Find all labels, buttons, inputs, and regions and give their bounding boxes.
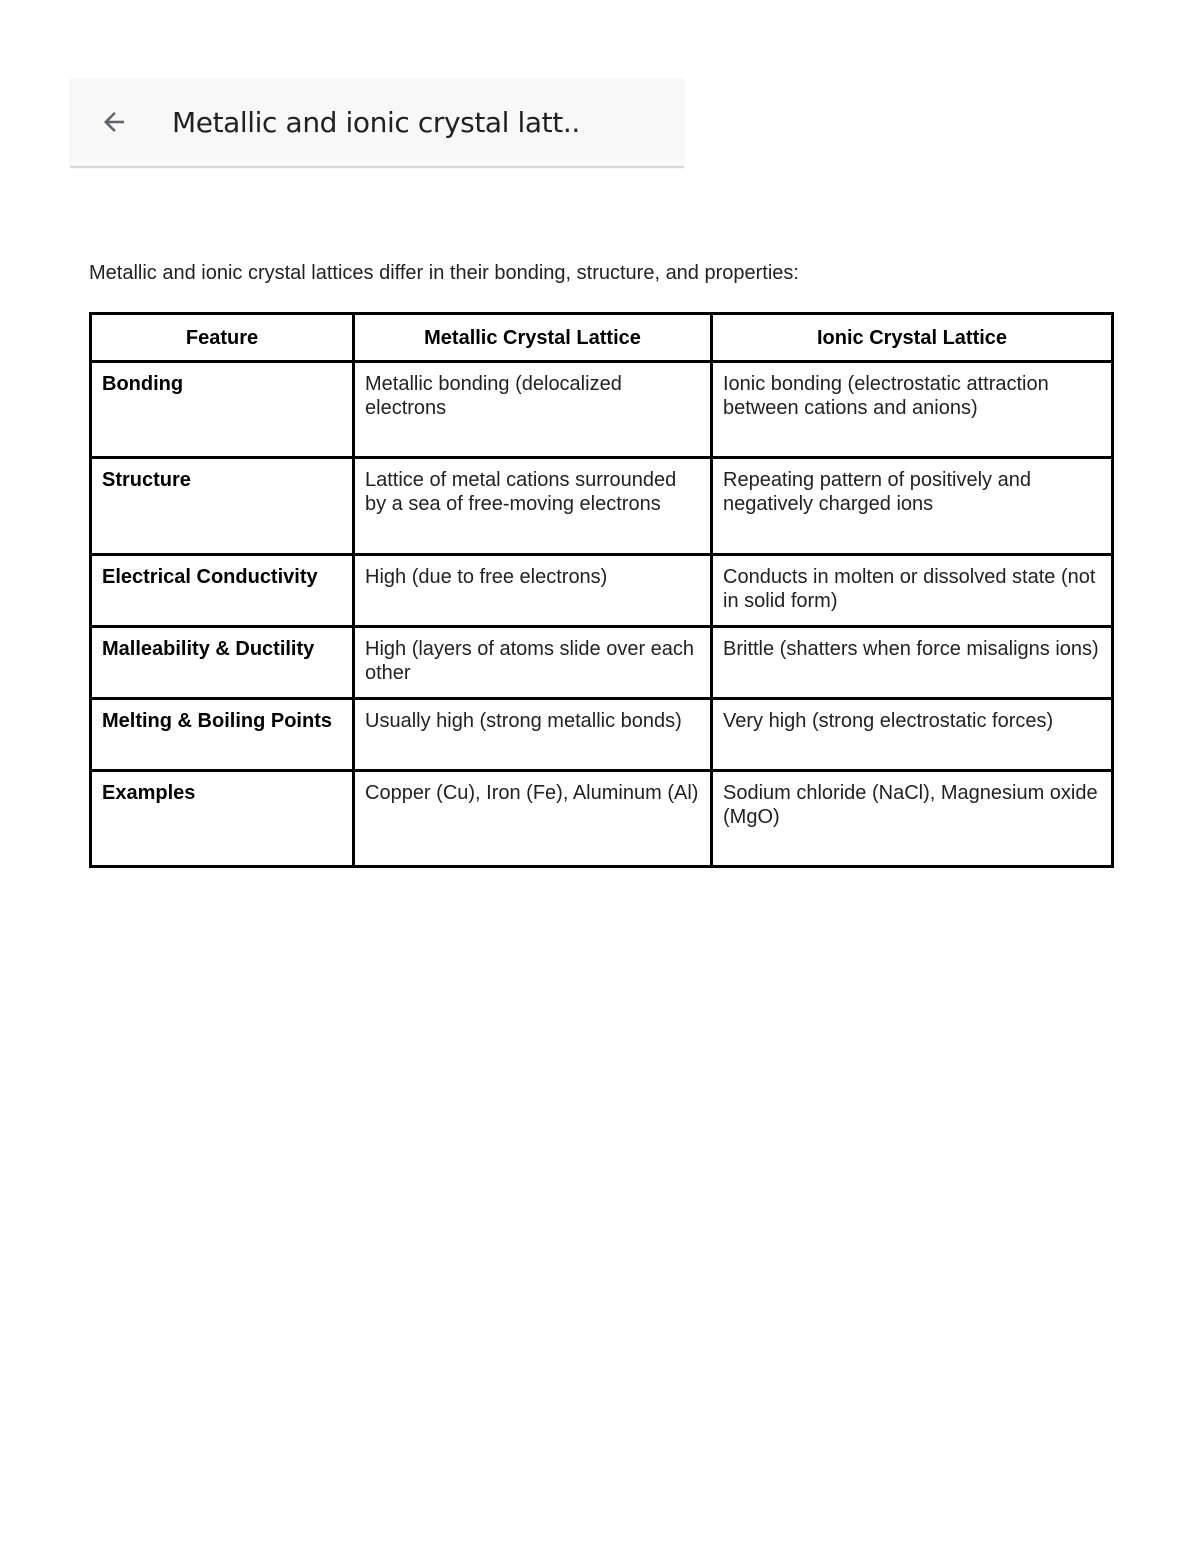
table-row [91, 362, 1113, 458]
back-button[interactable] [84, 92, 144, 152]
feature-cell: Melting & Boiling Points [91, 699, 354, 771]
column-header: Ionic Crystal Lattice [712, 314, 1113, 362]
comparison-table [89, 312, 1114, 868]
feature-cell: Examples [91, 771, 354, 867]
metallic-cell: Lattice of metal cations surrounded by a sea of free-moving electrons [354, 458, 712, 555]
feature-cell: Electrical Conductivity [91, 555, 354, 627]
metallic-cell: High (layers of atoms slide over each other [354, 627, 712, 699]
table-header-row [91, 314, 1113, 362]
ionic-cell: Conducts in molten or dissolved state (not in solid form) [712, 555, 1113, 627]
metallic-cell: Metallic bonding (delocalized electrons [354, 362, 712, 458]
arrow-left-icon [99, 107, 129, 137]
ionic-cell: Brittle (shatters when force misaligns ions) [712, 627, 1113, 699]
ionic-cell: Ionic bonding (electrostatic attraction between cations and anions) [712, 362, 1113, 458]
feature-cell: Structure [91, 458, 354, 555]
metallic-cell: Usually high (strong metallic bonds) [354, 699, 712, 771]
intro-text: Metallic and ionic crystal lattices differ in their bonding, structure, and properties: [89, 262, 799, 284]
metallic-cell: High (due to free electrons) [354, 555, 712, 627]
metallic-cell: Copper (Cu), Iron (Fe), Aluminum (Al) [354, 771, 712, 867]
table-row [91, 771, 1113, 867]
page-title: Metallic and ionic crystal latt.. [172, 105, 580, 139]
table-row [91, 699, 1113, 771]
table-row [91, 555, 1113, 627]
table-row [91, 458, 1113, 555]
column-header: Metallic Crystal Lattice [354, 314, 712, 362]
column-header: Feature [91, 314, 354, 362]
ionic-cell: Sodium chloride (NaCl), Magnesium oxide (MgO) [712, 771, 1113, 867]
feature-cell: Malleability & Ductility [91, 627, 354, 699]
ionic-cell: Repeating pattern of positively and negatively charged ions [712, 458, 1113, 555]
table-row [91, 627, 1113, 699]
feature-cell: Bonding [91, 362, 354, 458]
ionic-cell: Very high (strong electrostatic forces) [712, 699, 1113, 771]
app-bar [70, 78, 684, 166]
